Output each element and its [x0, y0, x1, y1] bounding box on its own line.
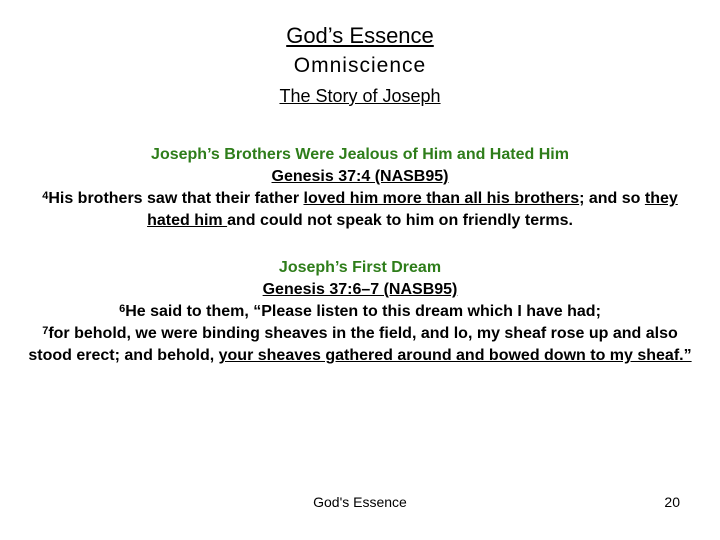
verse-text	[20, 188, 700, 232]
story-title: The Story of Joseph	[279, 86, 441, 106]
verse-segment-underlined: they hated him	[147, 190, 678, 229]
verse-number: 7	[42, 325, 49, 337]
footer-title: God's Essence	[313, 494, 407, 510]
section-first-dream	[20, 257, 700, 367]
slide-subtitle: Omniscience	[293, 54, 427, 77]
page-number: 20	[664, 494, 680, 510]
verse-segment: and could not speak to him on friendly terms.	[227, 212, 573, 229]
verse-6-text	[20, 301, 700, 323]
verse-number: 6	[119, 303, 126, 315]
verse-7-text	[20, 323, 700, 367]
verse-segment-underlined: your sheaves gathered around and bowed down to my sheaf.”	[218, 347, 692, 364]
slide-title: God’s Essence	[286, 23, 434, 48]
scripture-reference: Genesis 37:6–7 (NASB95)	[262, 281, 458, 298]
verse-segment: His brothers saw that their father	[48, 190, 304, 207]
verse-segment-underlined: loved him more than all his brothers	[303, 190, 580, 207]
section-heading: Joseph’s Brothers Were Jealous of Him and Hated Him	[151, 146, 569, 163]
verse-segment: He said to them, “Please listen to this dream which I have had;	[125, 303, 601, 320]
verse-segment: for behold, we were binding sheaves in the field, and lo, my sheaf rose up and also stood erect; and behold,	[28, 325, 678, 364]
scripture-reference: Genesis 37:4 (NASB95)	[271, 168, 449, 185]
verse-number: 4	[42, 190, 49, 202]
section-jealous-brothers	[20, 144, 700, 232]
section-heading: Joseph’s First Dream	[278, 259, 442, 276]
verse-segment: ; and so	[579, 190, 645, 207]
